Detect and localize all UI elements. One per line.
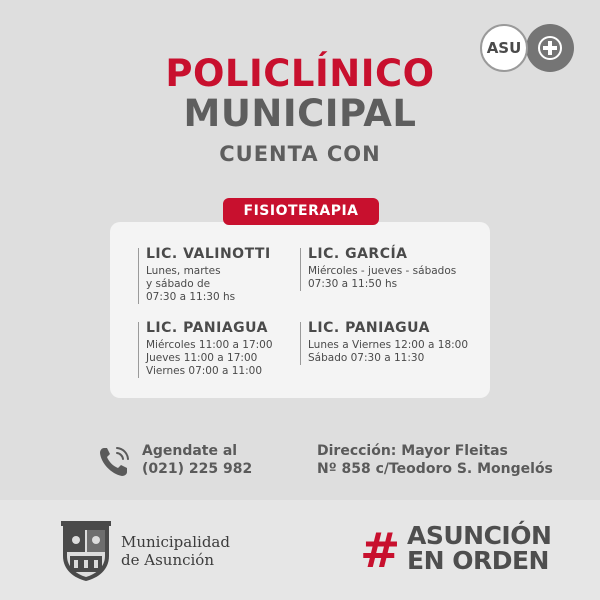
phone-contact <box>142 442 252 478</box>
schedule-line: Lunes, martes <box>146 265 221 277</box>
schedule-line: Jueves 11:00 a 17:00 <box>146 352 258 364</box>
doctor-entry <box>300 322 468 365</box>
address-line: Nº 858 c/Teodoro S. Mongelós <box>317 461 553 477</box>
doctor-name: LIC. VALINOTTI <box>146 246 271 262</box>
schedule-card <box>110 222 490 398</box>
schedule-line: y sábado de <box>146 278 211 290</box>
hashtag-word: EN ORDEN <box>407 546 549 575</box>
agenda-label: Agendate al <box>142 443 238 459</box>
schedule-line: Miércoles - jueves - sábados <box>308 265 457 277</box>
municipality-name <box>121 533 230 569</box>
schedule-line: Sábado 07:30 a 11:30 <box>308 352 425 364</box>
asu-badge-text: ASU <box>480 24 528 72</box>
doctor-entry <box>300 248 456 291</box>
hashtag-logo <box>360 521 560 579</box>
doctor-entry <box>138 248 271 304</box>
address-line: Dirección: Mayor Fleitas <box>317 443 508 459</box>
phone-number: (021) 225 982 <box>142 461 253 477</box>
schedule-line: Lunes a Viernes 12:00 a 18:00 <box>308 339 469 351</box>
schedule-line: 07:30 a 11:30 hs <box>146 291 236 303</box>
address <box>317 442 553 478</box>
schedule-line: Viernes 07:00 a 11:00 <box>146 365 263 377</box>
doctor-entry <box>138 322 273 378</box>
hashtag-word: ASUNCIÓN <box>407 521 552 550</box>
municipality-line: de Asunción <box>121 551 214 569</box>
municipality-line: Municipalidad <box>121 533 230 551</box>
phone-icon <box>98 444 132 478</box>
title-line1: POLICLÍNICO <box>165 52 435 95</box>
service-tag: FISIOTERAPIA <box>223 198 379 225</box>
doctor-name: LIC. GARCÍA <box>308 246 408 262</box>
doctor-name: LIC. PANIAGUA <box>308 320 430 336</box>
municipal-crest-icon <box>60 520 112 582</box>
hashtag-symbol: # <box>360 523 400 579</box>
doctor-name: LIC. PANIAGUA <box>146 320 268 336</box>
title-line2: MUNICIPAL <box>183 92 417 135</box>
schedule-line: Miércoles 11:00 a 17:00 <box>146 339 273 351</box>
subtitle: CUENTA CON <box>219 142 381 166</box>
schedule-line: 07:30 a 11:50 hs <box>308 278 398 290</box>
